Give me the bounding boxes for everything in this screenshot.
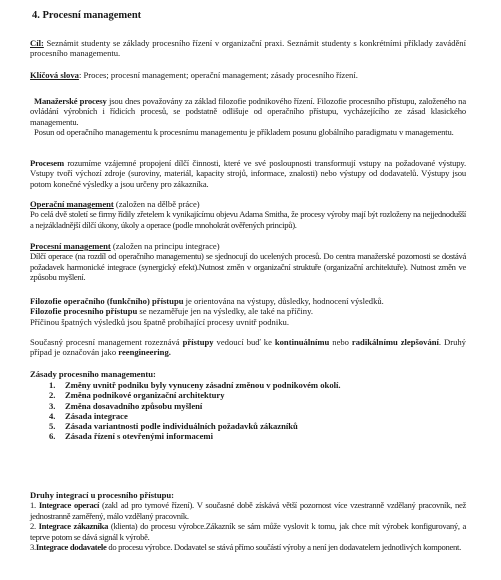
operacni-text: Po celá dvě století se firmy řídily zřetelem k vynikajícímu objevu Adama Smitha, že procesy výroby mají být rozloženy na nejjednodušší a nejzákladnější dílčí úkony, úkoly a operace (podle mnohokrát ověřených principů). [30, 209, 466, 230]
druhy-section [30, 490, 466, 552]
list-item-number: 6. [49, 431, 56, 442]
zasady-heading-text: Zásady procesního managementu: [30, 369, 156, 379]
filozofie-section [30, 296, 466, 327]
list-item-text: Změna dosavadního způsobu myšlení [65, 400, 203, 411]
management-shift-paragraph [30, 127, 466, 137]
druhy-item-2-number: 2. [30, 521, 39, 532]
list-item-number: 1. [49, 380, 56, 390]
management-lead: Manažerské procesy [34, 96, 107, 106]
soucasny-part-4: . Druhý případ je označován jako [30, 337, 466, 358]
list-item [30, 380, 470, 390]
operacni-section [30, 199, 466, 230]
soucasny-part-3: nebo [329, 337, 352, 347]
list-item-text: Zásada řízení s otevřenými informacemi [65, 431, 213, 442]
filozofie-line-1 [30, 296, 466, 306]
filozofie-procesni-lead: Filozofie procesního přístupu [30, 306, 138, 317]
procesni-note: (založen na principu integrace) [110, 241, 220, 251]
druhy-item-1-lead: Integrace operací [38, 500, 100, 511]
cil-paragraph [30, 38, 466, 59]
list-item-number: 4. [49, 410, 56, 421]
druhy-item-1-number: 1. [30, 500, 39, 511]
druhy-item-3-lead: Integrace dodavatele [35, 542, 107, 553]
filozofie-operacni-lead: Filozofie operačního (funkčního) přístupu [30, 296, 184, 306]
procesni-section [30, 241, 466, 283]
procesni-text: Dílčí operace (na rozdíl od operačního managementu) se sjednocují do ucelených procesů. Do centra manažerské pozornosti se dostává požadavek harmonické integrace (synergický efekt).Nutnost změn v organizační struktuře (organizační architektuře). Nutnost změn ve způsobu myšlení. [30, 251, 466, 283]
keywords-label: Klíčová slova [30, 70, 79, 80]
soucasny-bold-radikalnimu: radikálnímu zlepšování [351, 337, 439, 347]
druhy-item-2 [30, 521, 466, 542]
soucasny-part-1: Současný procesní management rozeznává [30, 337, 183, 347]
druhy-item-1 [30, 500, 466, 521]
soucasny-bold-kontinualnimu: kontinuálnímu [274, 337, 330, 347]
druhy-item-3-number: 3. [30, 542, 36, 553]
management-text: jsou dnes považovány za základ filozofie podnikového řízení. Filozofie procesního přístupu, založeného na ovládání výrobních i řídicích procesů, se podstatně odlišuje od operačního přístupu, vycházejícího ze zásad klasického managementu. [30, 96, 466, 127]
page-title: 4. Procesní management [32, 10, 142, 21]
list-item [30, 411, 470, 421]
list-item [30, 390, 470, 400]
list-item-text: Změny uvnitř podniku byly vynuceny zásadní změnou v podnikovém okolí. [65, 380, 341, 390]
cil-text: Seznámit studenty se základy procesního řízení v organizační praxi. Seznámit studenty s konkrétními příklady zavádění procesního managementu. [30, 38, 466, 59]
procesni-heading: Procesní management [30, 241, 111, 251]
keywords-text: : Proces; procesní management; operační management; zásady procesního řízení. [78, 70, 358, 80]
druhy-item-2-text: (klienta) do procesu výrobce.Zákazník se sám může vyslovit k tomu, jak chce mít výrobek konfigurovaný, a teprve potom se dává signál k výrobě. [30, 521, 466, 542]
keywords-paragraph [30, 70, 466, 80]
operacni-note: (založen na dělbě práce) [113, 199, 200, 209]
list-item [30, 431, 470, 441]
druhy-item-2-lead: Integrace zákazníka [38, 521, 109, 532]
soucasny-paragraph [30, 337, 466, 358]
druhy-item-3-text: do procesu výrobce. Dodavatel se stává přímo součástí výroby a není jen dodavatelem jednotlivých komponent. [106, 542, 461, 553]
soucasny-bold-pristupy: přístupy [182, 337, 214, 347]
list-item-text: Zásada variantnosti podle individuálních požadavků zákazníků [65, 421, 298, 432]
list-item [30, 421, 470, 431]
list-item-number: 3. [49, 400, 56, 411]
filozofie-line-2 [30, 306, 466, 316]
management-shift-text: Posun od operačního managementu k procesnímu managementu je příkladem posunu globálního paradigmatu v managementu. [34, 127, 454, 137]
soucasny-part-2: vedoucí buď ke [213, 337, 275, 347]
management-paragraph [30, 96, 466, 127]
druhy-item-3 [30, 542, 466, 552]
filozofie-procesni-text: se nezaměřuje jen na výsledky, ale také na příčiny. [137, 306, 313, 317]
cil-label: Cíl: [30, 38, 44, 48]
list-item [30, 401, 470, 411]
list-item-number: 5. [49, 421, 56, 432]
filozofie-line-3: Příčinou špatných výsledků jsou špatně probíhající procesy uvnitř podniku. [30, 316, 289, 327]
filozofie-operacni-text: je orientována na výstupy, důsledky, hodnocení výsledků. [183, 296, 384, 306]
list-item-text: Změna podnikové organizační architektury [65, 390, 225, 401]
soucasny-bold-reengineering: reengineering. [118, 347, 171, 358]
zasady-list [30, 380, 470, 442]
druhy-item-1-text: (zakl ad pro tymové řízení). V současné době získává větší pozornost více vzestranně vzdělaný pracovník, než jednostranně zaměřený, málo vzdělaný pracovník. [30, 500, 466, 521]
proces-text: rozumíme vzájemné propojení dílčí činnosti, které ve své posloupnosti transformují vstupy na požadované výstupy. Vstupy tvoří výchozí zdroje (suroviny, materiál, kapacity strojů, informace, znalosti) nebo výstupy od dodavatelů. Výstupy jsou potom konečné výsledky a jsou určeny pro zákazníka. [30, 158, 466, 189]
zasady-heading [30, 369, 466, 379]
druhy-heading: Druhy integrací u procesního přístupu: [30, 490, 175, 500]
operacni-heading: Operační management [30, 199, 114, 209]
list-item-number: 2. [49, 390, 56, 401]
list-item-text: Zásada integrace [65, 410, 128, 421]
proces-lead: Procesem [30, 158, 64, 168]
proces-paragraph [30, 158, 466, 189]
